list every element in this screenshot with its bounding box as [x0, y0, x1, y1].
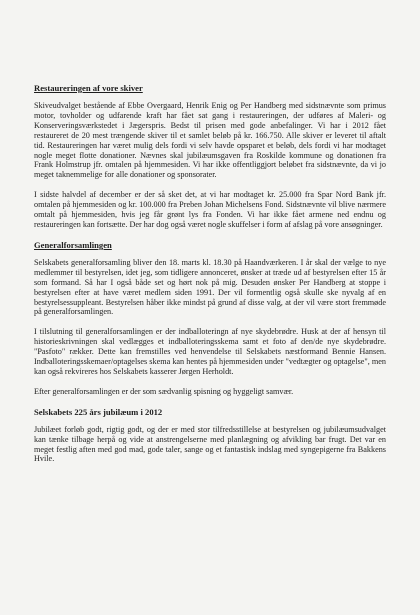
paragraph-generalforsamling-1: Selskabets generalforsamling bliver den 18. marts kl. 18.30 på Haandværkeren. I år skal der vælge to nye medlemmer til bestyrelsen, idet jeg, som tidligere annonceret, ønsker at træde ud af bestyrelsen efter 15 år som formand. Så har I også både set og hørt nok på mig. Desuden ønsker Per Handberg at stoppe i bestyrelsen efter at have været medlem siden 1991. Der vil formentlig også skulle ske nyvalg af en bestyrelsessuppleant. Bestyrelsen håber ikke mindst på grund af disse valg, at der vil være stort fremmøde på generalforsamlingen. — [34, 257, 386, 317]
heading-restaurering: Restaureringen af vore skiver — [34, 83, 143, 93]
paragraph-jubilaeum-1: Jubilæet forløb godt, rigtig godt, og der er med stor tilfredsstillelse at bestyrelsen og jubilæumsudvalget kan tænke tilbage herpå og vide at anstrengelserne med planlægning og afvikling bar frugt. Det var en meget festlig aften med god mad, gode taler, sange og et fantastisk indslag med syngepigerne fra Bakkens Hvile. — [34, 424, 386, 464]
paragraph-restaurering-2: I sidste halvdel af december er der så sket det, at vi har modtaget kr. 25.000 fra Spar Nord Bank jfr. omtalen på hjemmesiden og kr. 100.000 fra Preben Johan Michelsens Fond. Sidstnævnte vil blive nærmere omtalt på hjemmesiden, hvis jeg får grønt lys fra Fonden. Vi har ikke fået armene ned endnu og restaureringen kan fortsætte. Der har dog også været nogle skuffelser i form af afslag på vore ansøgninger. — [34, 190, 386, 229]
heading-generalforsamling: Generalforsamlingen — [34, 239, 112, 250]
paragraph-generalforsamling-3: Efter generalforsamlingen er der som sædvanlig spisning og hyggeligt samvær. — [34, 386, 294, 396]
heading-jubilaeum: Selskabets 225 års jubilæum i 2012 — [34, 406, 163, 417]
paragraph-restaurering-1: Skiveudvalget bestående af Ebbe Overgaard, Henrik Enig og Per Handberg med sidstnævnte som primus motor, tovholder og udfarende kraft har fået sat gang i restaureringen, der udføres af Maleri- og Konserveringsværkstedet i Jægerspris. Bedst til prisen med gode anbefalinger. Vi har i 2012 fået restaureret de 20 mest trængende skiver til et samlet beløb på kr. 166.750. Alle skiver er leveret til aftalt tid. Restaureringen har været mulig dels fordi vi selv havde opsparet et beløb, dels fordi vi har modtaget nogle meget flotte donationer. Nævnes skal jubilæumsgaven fra Roskilde kommune og donationen fra Frank Holmstrup jfr. omtalen på hjemmesiden. Vi har ikke offentliggjort beløbet fra sidstnævnte, da vi jo meget taknemmelige for alle donationer og sponsorater. — [34, 101, 386, 180]
paragraph-generalforsamling-2: I tilslutning til generalforsamlingen er der indballoteringn af nye skydebrødre. Husk at der af hensyn til historieskrivningen skal vedlægges et indballoteringsskema samt et foto af den/de nye skydebrødre. "Pasfoto" rækker. Dette kan fremstilles ved henvendelse til Selskabets næstformand Bennie Hansen. Indballoteringsskemaer/optagelses skema kan hentes på hjemmesiden under "vedtægter og optagelse", men kan også rekvireres hos Selskabets kasserer Jørgen Herholdt. — [34, 327, 386, 376]
